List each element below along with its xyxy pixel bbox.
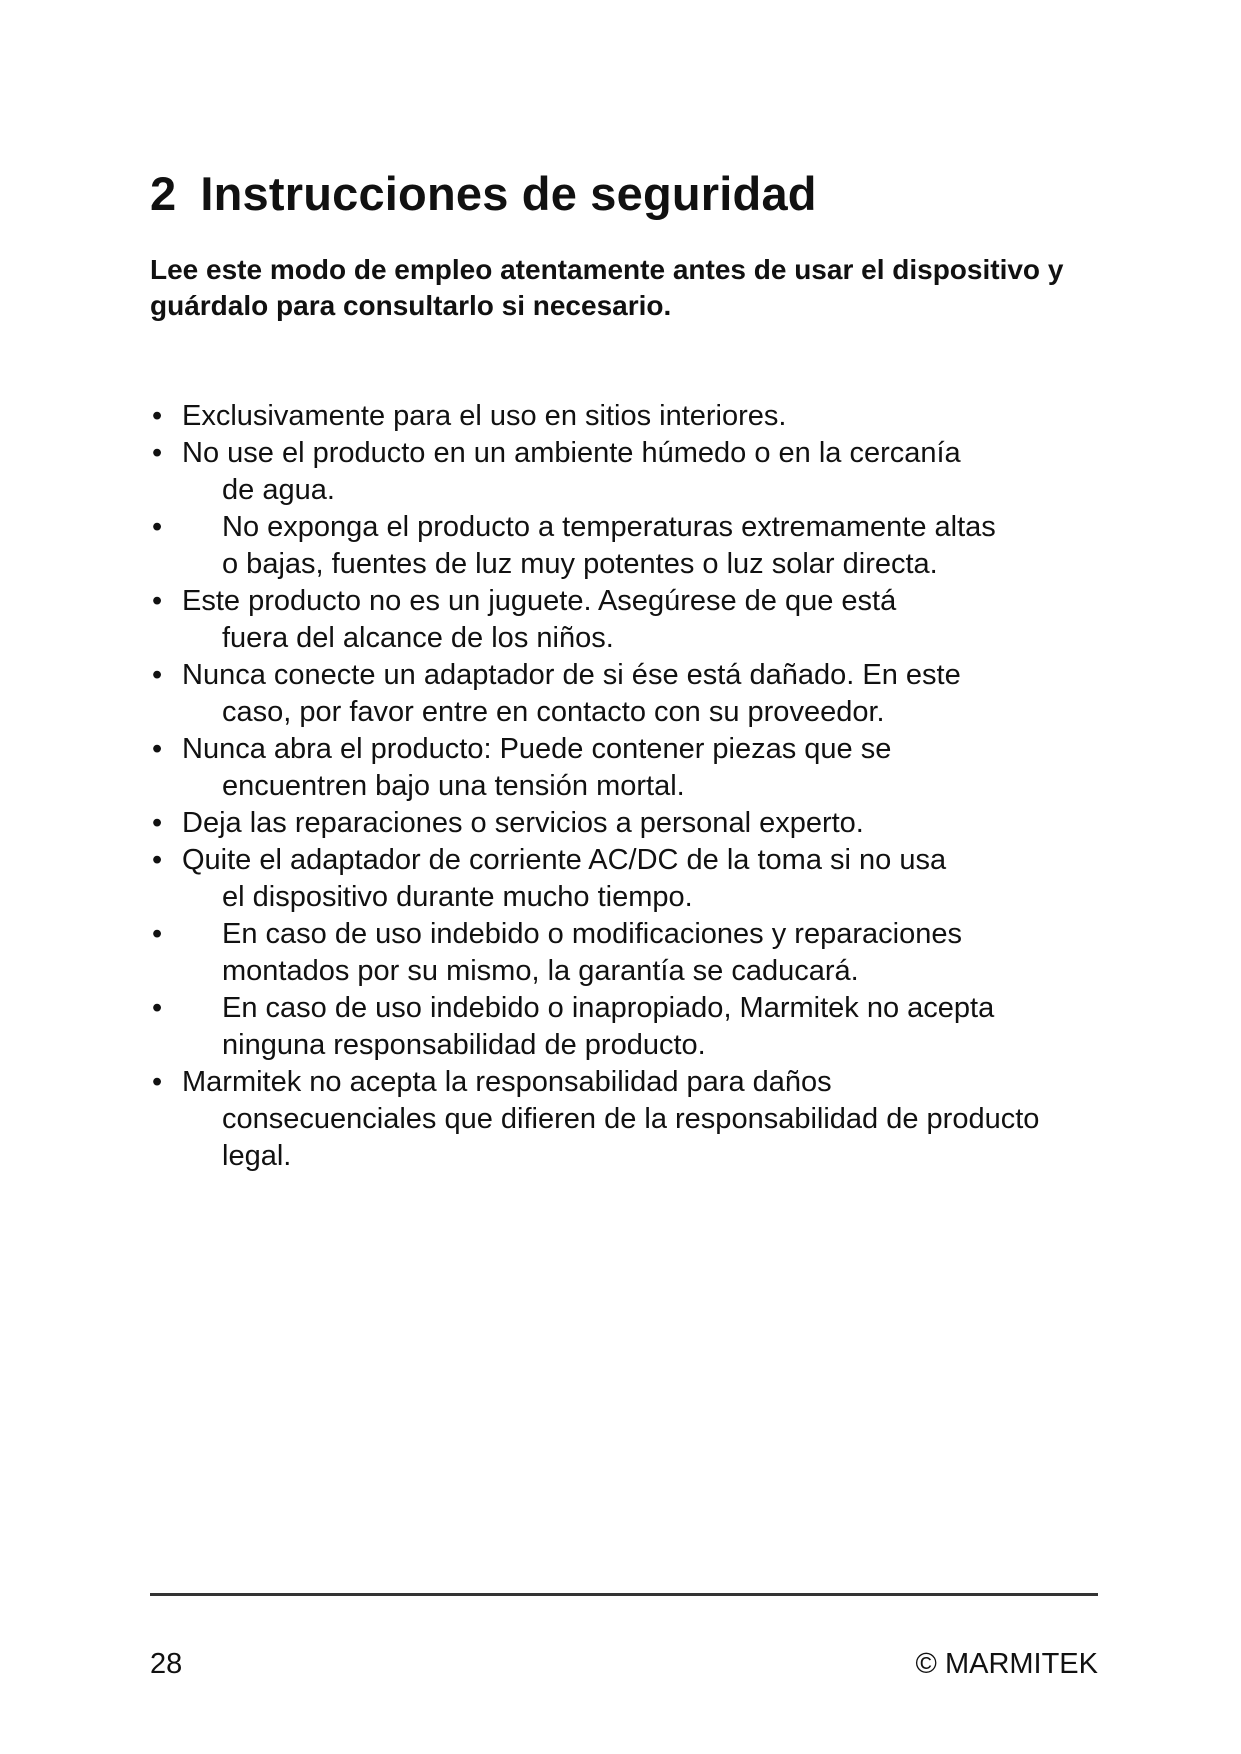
section-number: 2 [150,167,177,220]
copyright-notice: © MARMITEK [915,1648,1098,1680]
list-item-text: Quite el adaptador de corriente AC/DC de la toma si no usa [182,844,947,876]
list-item-continuation: el dispositivo durante mucho tiempo. [222,881,693,913]
bullet-icon: • [152,992,163,1024]
bullet-icon: • [152,585,163,617]
bullet-icon: • [152,1066,163,1098]
list-item [150,842,1090,916]
list-item-text: En caso de uso indebido o modificaciones y reparaciones [222,918,962,950]
list-item-continuation: caso, por favor entre en contacto con su proveedor. [222,696,885,728]
page-number: 28 [150,1648,183,1680]
list-item [150,990,1090,1064]
list-item [150,435,1090,509]
list-item-continuation: encuentren bajo una tensión mortal. [222,770,685,802]
list-item-text: Este producto no es un juguete. Asegúrese de que está [182,585,897,617]
list-item-continuation: o bajas, fuentes de luz muy potentes o luz solar directa. [222,548,938,580]
list-item-text: Nunca abra el producto: Puede contener piezas que se [182,733,892,765]
list-item [150,731,1090,805]
list-item [150,583,1090,657]
list-item-text: No use el producto en un ambiente húmedo o en la cercanía [182,437,961,469]
list-item-text: Deja las reparaciones o servicios a personal experto. [182,807,864,839]
list-item-text: Exclusivamente para el uso en sitios interiores. [182,400,787,432]
section-title: Instrucciones de seguridad [200,167,817,220]
page-title [150,168,817,220]
list-item [150,657,1090,731]
intro-text: Lee este modo de empleo atentamente antes de usar el dispositivo y guárdalo para consultarlo si necesario. [150,254,1064,321]
list-item-continuation: montados por su mismo, la garantía se caducará. [222,955,859,987]
footer-divider [150,1593,1098,1596]
bullet-icon: • [152,659,163,691]
bullet-icon: • [152,511,163,543]
bullet-icon: • [152,918,163,950]
list-item-continuation: ninguna responsabilidad de producto. [222,1029,706,1061]
list-item [150,509,1090,583]
list-item-continuation: consecuenciales que difieren de la responsabilidad de producto legal. [222,1103,1040,1172]
safety-list [150,398,1090,1175]
bullet-icon: • [152,733,163,765]
list-item-continuation: fuera del alcance de los niños. [222,622,614,654]
list-item [150,1064,1090,1175]
list-item [150,398,1090,435]
bullet-icon: • [152,807,163,839]
list-item-text: En caso de uso indebido o inapropiado, Marmitek no acepta [222,992,995,1024]
list-item-text: No exponga el producto a temperaturas extremamente altas [222,511,996,543]
list-item-continuation: de agua. [222,474,335,506]
bullet-icon: • [152,400,163,432]
list-item-text: Marmitek no acepta la responsabilidad para daños [182,1066,832,1098]
bullet-icon: • [152,844,163,876]
list-item-text: Nunca conecte un adaptador de si ése está dañado. En este [182,659,961,691]
list-item [150,916,1090,990]
list-item [150,805,1090,842]
bullet-icon: • [152,437,163,469]
